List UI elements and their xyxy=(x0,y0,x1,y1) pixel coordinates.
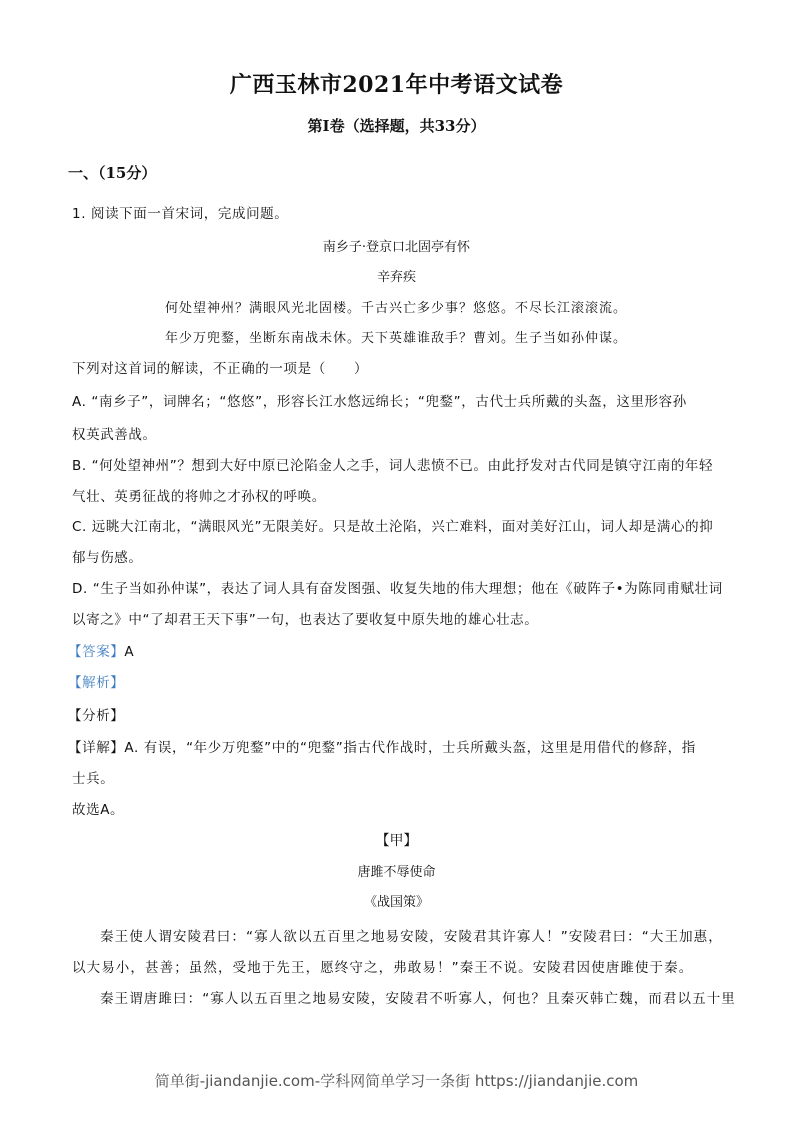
passage-source: 《战国策》 xyxy=(363,895,429,910)
poem-line: 何处望神州？满眼风光北固楼。千古兴亡多少事？悠悠。不尽长江滚滚流。 xyxy=(165,301,628,316)
answer-tag: 【答案】 xyxy=(68,644,125,660)
option-d-line2: 以寄之》中“了却君王天下事”一句，也表达了要收复中原失地的雄心壮志。 xyxy=(72,612,539,628)
poem-author: 辛弃疾 xyxy=(376,270,416,285)
option-c-line1: C. 远眺大江南北，“满眼风光”无限美好。只是故土沦陷，兴亡难料，面对美好江山，词人却是满心的抑 xyxy=(72,519,714,535)
question-prompt: 1. 阅读下面一首宋词，完成问题。 xyxy=(72,206,289,222)
passage-line: 以大易小，甚善；虽然，受地于先王，愿终守之，弗敢易！”秦王不说。安陵君因使唐雎使于秦。 xyxy=(72,960,694,976)
option-b-line1: B. “何处望神州”？想到大好中原已沦陷金人之手，词人悲愤不已。由此抒发对古代同是镇守江南的年轻 xyxy=(72,458,714,474)
option-c-line2: 郁与伤感。 xyxy=(72,550,143,566)
question-stem: 下列对这首词的解读，不正确的一项是（ ） xyxy=(72,361,369,377)
page-title: 广西玉林市2021年中考语文试卷 xyxy=(229,72,564,98)
passage-line: 秦王使人谓安陵君曰：“寡人欲以五百里之地易安陵，安陵君其许寡人！”安陵君曰：“大王加惠， xyxy=(100,929,723,945)
fenxi-tag: 【分析】 xyxy=(68,708,125,724)
section-heading: 一、（15分） xyxy=(68,164,157,182)
passage-label: 【甲】 xyxy=(375,833,418,849)
answer-row xyxy=(68,640,134,660)
poem-title: 南乡子·登京口北固亭有怀 xyxy=(322,240,471,255)
detail-line1 xyxy=(68,736,696,756)
conclusion: 故选A。 xyxy=(72,802,125,818)
option-a-line1: A. “南乡子”，词牌名；“悠悠”，形容长江水悠远绵长；“兜鍪”，古代士兵所戴的头盔，这里形容孙 xyxy=(72,394,687,410)
passage-title: 唐雎不辱使命 xyxy=(357,865,436,880)
detail-line2: 士兵。 xyxy=(72,771,115,787)
analysis-tag: 【解析】 xyxy=(68,675,125,691)
poem-line: 年少万兜鍪，坐断东南战未休。天下英雄谁敌手？曹刘。生子当如孙仲谋。 xyxy=(165,331,628,346)
detail-text: A. 有误，“年少万兜鍪”中的“兜鍪”指古代作战时，士兵所戴头盔，这里是用借代的修辞，指 xyxy=(124,740,696,756)
detail-tag: 【详解】 xyxy=(68,740,125,756)
footer-watermark: 简单街-jiandanjie.com-学科网简单学习一条街 https://jiandanjie.com xyxy=(154,1072,639,1090)
option-a-line2: 权英武善战。 xyxy=(72,427,157,443)
passage-line: 秦王谓唐雎曰：“寡人以五百里之地易安陵，安陵君不听寡人，何也？且秦灭韩亡魏，而君以五十里 xyxy=(100,991,736,1007)
answer-value: A xyxy=(124,644,135,660)
option-b-line2: 气壮、英勇征战的将帅之才孙权的呼唤。 xyxy=(72,489,326,505)
option-d-line1: D. “生子当如孙仲谋”，表达了词人具有奋发图强、收复失地的伟大理想；他在《破阵子•为陈同甫赋壮词 xyxy=(72,581,723,597)
paper-subtitle: 第Ⅰ卷（选择题，共33分） xyxy=(307,117,486,135)
